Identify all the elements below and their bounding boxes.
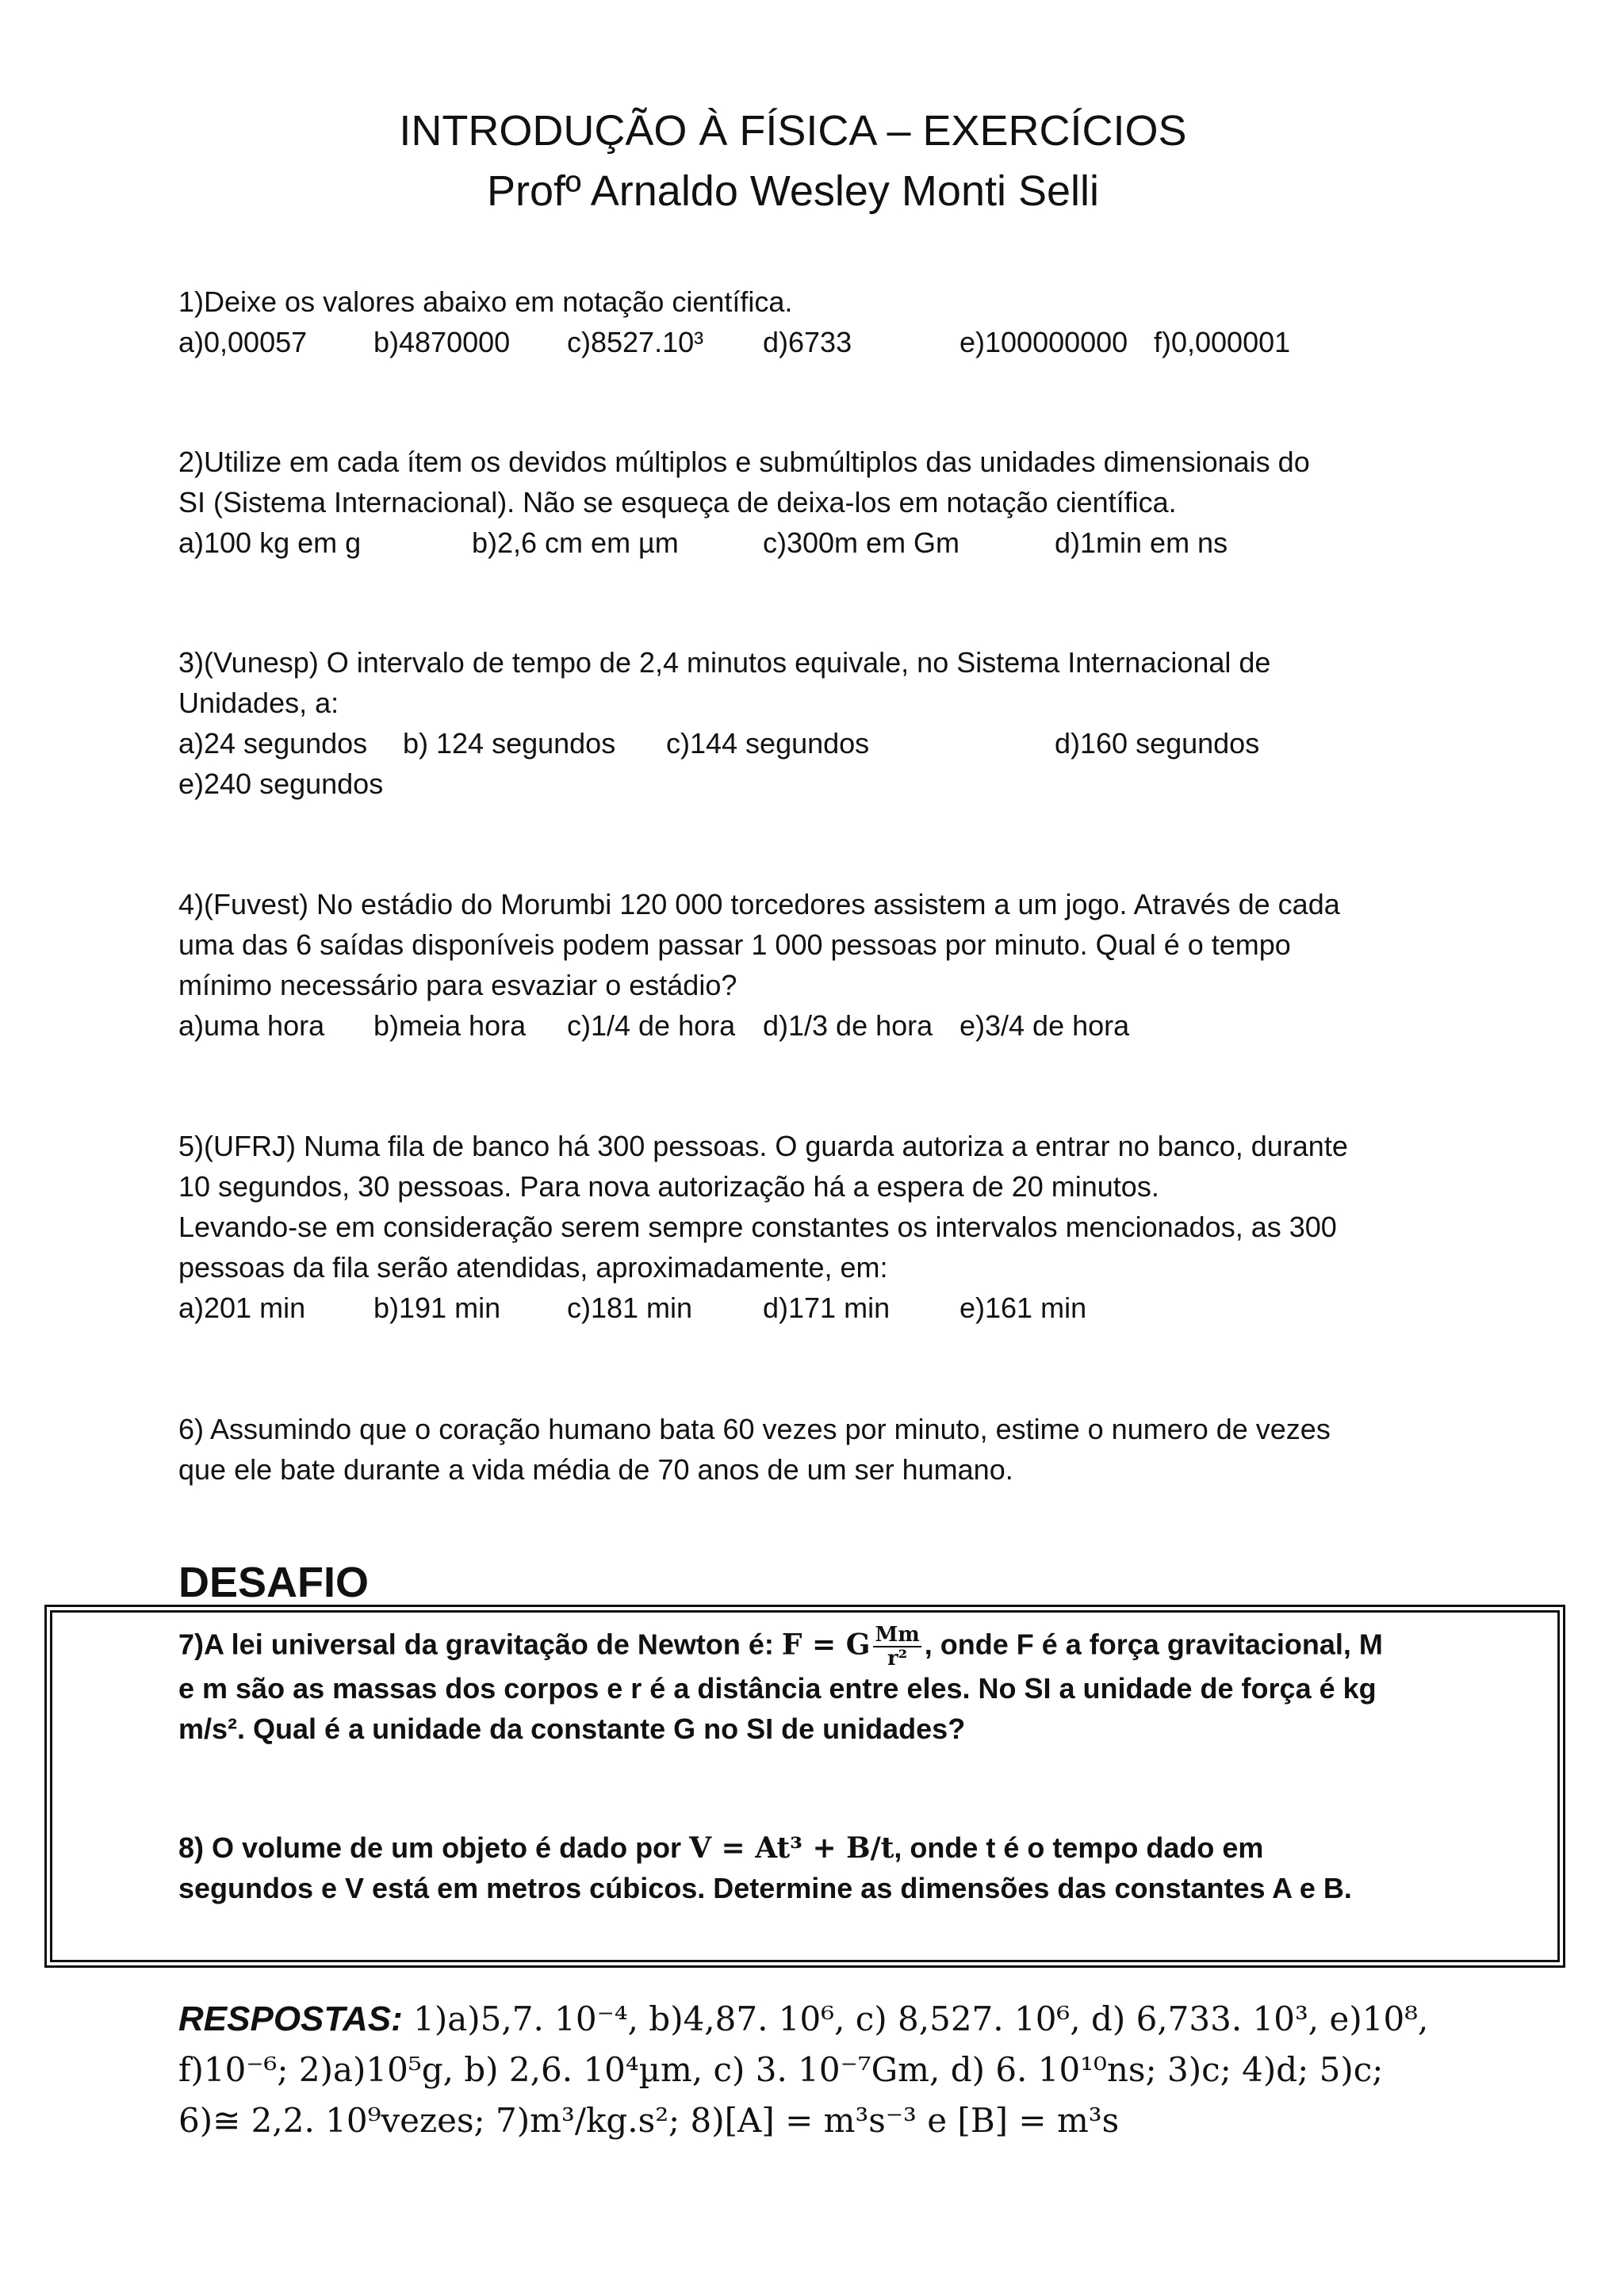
option-a: a)100 kg em g — [178, 526, 362, 559]
document-author: Profº Arnaldo Wesley Monti Selli — [486, 167, 1100, 215]
question-3 — [178, 642, 1447, 804]
question-5-options — [178, 1288, 1447, 1328]
question-3-line-1: 3)(Vunesp) O intervalo de tempo de 2,4 minutos equivale, no Sistema Internacional de — [178, 646, 1271, 679]
option-e: e)100000000 — [959, 326, 1128, 358]
question-8-prefix: 8) O volume de um objeto é dado por — [178, 1831, 690, 1864]
document-title: INTRODUÇÃO À FÍSICA – EXERCÍCIOS — [399, 107, 1187, 155]
option-a: a)24 segundos — [178, 727, 368, 760]
fraction-numerator: Mm — [875, 1623, 920, 1647]
question-4-line-1: 4)(Fuvest) No estádio do Morumbi 120 000 torcedores assistem a um jogo. Através de cada — [178, 888, 1340, 920]
option-c: c)300m em Gm — [763, 526, 960, 559]
question-4-options — [178, 1005, 1447, 1046]
option-c: c)181 min — [567, 1292, 693, 1324]
question-3-options — [178, 723, 1447, 763]
option-c: c)144 segundos — [666, 727, 870, 760]
option-d: d)160 segundos — [1055, 727, 1260, 760]
option-b: b)4870000 — [373, 326, 511, 358]
option-a: a)201 min — [178, 1292, 306, 1324]
gravitation-formula: F = G — [781, 1628, 871, 1662]
question-4-line-3: mínimo necessário para esvaziar o estádio? — [178, 969, 737, 1001]
question-7-line-1 — [178, 1624, 1447, 1668]
question-7 — [178, 1624, 1447, 1749]
question-5 — [178, 1126, 1447, 1328]
option-b: b)191 min — [373, 1292, 501, 1324]
question-1 — [178, 281, 1447, 362]
question-8-suffix: , onde t é o tempo dado em — [894, 1831, 1264, 1864]
option-e: e)161 min — [959, 1292, 1087, 1324]
volume-formula: V = At³ + B/t — [689, 1831, 894, 1865]
answers-section — [178, 1994, 1487, 2146]
question-3-option-e: e)240 segundos — [178, 767, 384, 800]
option-d: d)171 min — [763, 1292, 891, 1324]
question-8-line-1 — [178, 1827, 1447, 1868]
answers-line-1 — [178, 1994, 1487, 2045]
question-2 — [178, 442, 1447, 563]
question-7-suffix: , onde F é a força gravitacional, M — [924, 1628, 1383, 1661]
question-5-line-3: Levando-se em consideração serem sempre constantes os intervalos mencionados, as 300 — [178, 1211, 1337, 1243]
option-a: a)0,00057 — [178, 326, 308, 358]
fraction-denominator: r² — [887, 1647, 908, 1670]
question-6-line-2: que ele bate durante a vida média de 70 anos de um ser humano. — [178, 1453, 1013, 1486]
question-2-line-2: SI (Sistema Internacional). Não se esqueça de deixa-los em notação científica. — [178, 486, 1177, 519]
option-b: b) 124 segundos — [403, 727, 616, 760]
question-2-line-1: 2)Utilize em cada ítem os devidos múltiplos e submúltiplos das unidades dimensionais do — [178, 446, 1310, 478]
question-7-line-2: e m são as massas dos corpos e r é a distância entre eles. No SI a unidade de força é kg — [178, 1672, 1377, 1705]
question-4-line-2: uma das 6 saídas disponíveis podem passar 1 000 pessoas por minuto. Qual é o tempo — [178, 928, 1291, 961]
question-1-options — [178, 322, 1447, 362]
option-f: f)0,000001 — [1154, 326, 1291, 358]
question-6 — [178, 1409, 1447, 1490]
option-b: b)2,6 cm em µm — [472, 526, 679, 559]
answers-label: RESPOSTAS: — [178, 1999, 403, 2038]
question-1-statement: 1)Deixe os valores abaixo em notação científica. — [178, 285, 793, 318]
question-3-line-2: Unidades, a: — [178, 687, 339, 719]
option-d: d)6733 — [763, 326, 852, 358]
option-e: e)3/4 de hora — [959, 1009, 1130, 1042]
answers-text-1: 1)a)5,7. 10⁻⁴, b)4,87. 10⁶, c) 8,527. 10⁶, d) 6,733. 10³, e)10⁸, — [402, 1999, 1429, 2038]
question-6-line-1: 6) Assumindo que o coração humano bata 60 vezes por minuto, estime o numero de vezes — [178, 1413, 1331, 1445]
question-5-line-1: 5)(UFRJ) Numa fila de banco há 300 pessoas. O guarda autoriza a entrar no banco, durante — [178, 1130, 1348, 1162]
question-7-prefix: 7)A lei universal da gravitação de Newton é: — [178, 1628, 782, 1661]
option-c: c)8527.10³ — [567, 326, 704, 358]
answers-line-2: f)10⁻⁶; 2)a)10⁵g, b) 2,6. 10⁴µm, c) 3. 10⁻⁷Gm, d) 6. 10¹⁰ns; 3)c; 4)d; 5)c; — [178, 2050, 1384, 2089]
option-d: d)1/3 de hora — [763, 1009, 933, 1042]
question-5-line-2: 10 segundos, 30 pessoas. Para nova autorização há a espera de 20 minutos. — [178, 1170, 1159, 1203]
option-c: c)1/4 de hora — [567, 1009, 736, 1042]
question-8-line-2: segundos e V está em metros cúbicos. Determine as dimensões das constantes A e B. — [178, 1872, 1352, 1904]
option-d: d)1min em ns — [1055, 526, 1228, 559]
question-7-line-3: m/s². Qual é a unidade da constante G no SI de unidades? — [178, 1712, 966, 1745]
option-a: a)uma hora — [178, 1009, 325, 1042]
question-4 — [178, 884, 1447, 1046]
question-8 — [178, 1827, 1447, 1908]
question-5-line-4: pessoas da fila serão atendidas, aproximadamente, em: — [178, 1251, 888, 1284]
challenge-heading: DESAFIO — [178, 1559, 370, 1606]
answers-line-3: 6)≅ 2,2. 10⁹vezes; 7)m³/kg.s²; 8)[A] = m³s⁻³ e [B] = m³s — [178, 2101, 1120, 2140]
question-2-options — [178, 522, 1447, 563]
formula-fraction — [873, 1624, 921, 1670]
option-b: b)meia hora — [373, 1009, 527, 1042]
